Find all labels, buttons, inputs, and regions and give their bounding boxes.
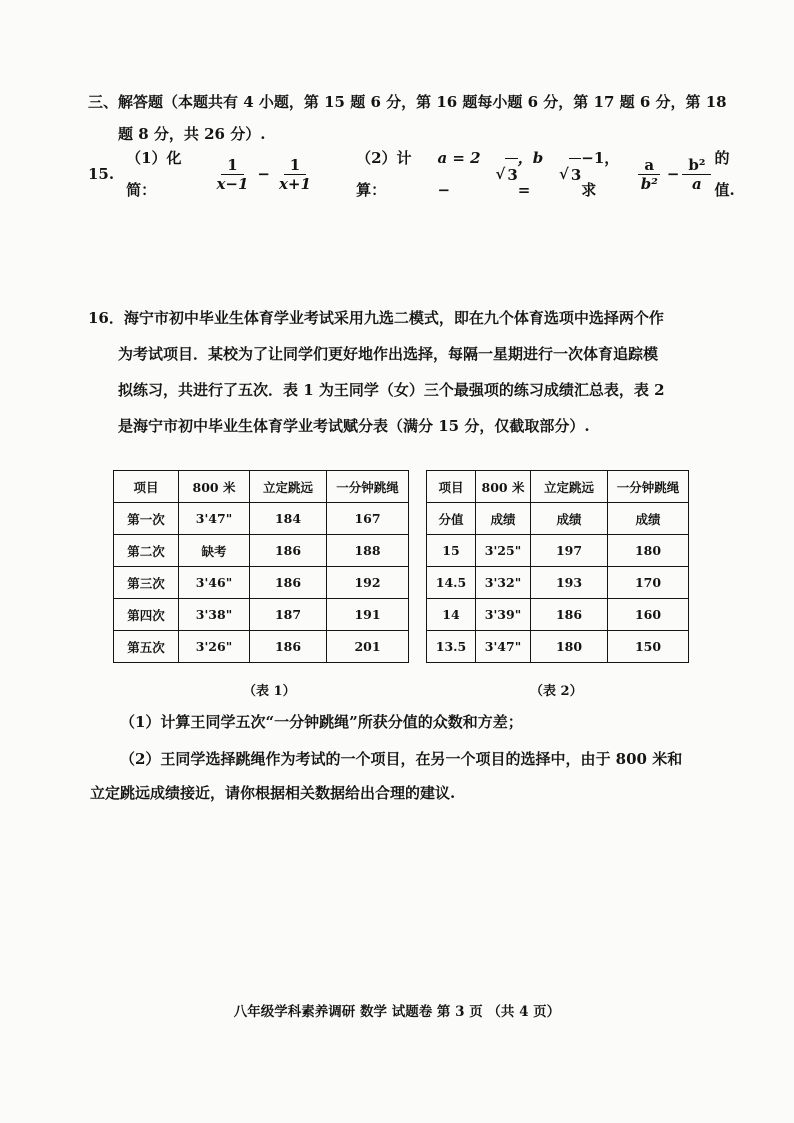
subquestion-1: （1）计算王同学五次“一分钟跳绳”所获分值的众数和方差；	[120, 713, 523, 731]
table-cell: 192	[327, 567, 409, 599]
table-cell: 3'47"	[476, 631, 531, 663]
table-cell: 180	[608, 535, 689, 567]
table-cell: 一分钟跳绳	[608, 471, 689, 503]
table-row	[114, 599, 409, 631]
score-conversion-table	[426, 470, 689, 663]
table-cell: 成绩	[476, 503, 531, 535]
table-cell: 186	[250, 535, 327, 567]
subquestion-2-line: （2）王同学选择跳绳作为考试的一个项目，在另一个项目的选择中，由于 800 米和	[120, 750, 683, 768]
minus-sign: −	[257, 165, 270, 183]
table-cell: 成绩	[531, 503, 608, 535]
table-cell: 分值	[427, 503, 476, 535]
table-cell: 167	[327, 503, 409, 535]
q16-line: 拟练习，共进行了五次．表 1 为王同学（女）三个最强项的练习成绩汇总表，表 2	[118, 381, 665, 399]
table-cell: 3'38"	[179, 599, 250, 631]
table-cell: 186	[531, 599, 608, 631]
table-cell: 201	[327, 631, 409, 663]
table-cell: 150	[608, 631, 689, 663]
table-cell: 184	[250, 503, 327, 535]
table-cell: 188	[327, 535, 409, 567]
b-radicand: 3	[569, 158, 581, 191]
section-heading	[88, 86, 728, 150]
sqrt-sign: √	[495, 165, 506, 183]
table-cell: 一分钟跳绳	[327, 471, 409, 503]
subquestion-2-line: 立定跳远成绩接近，请你根据相关数据给出合理的建议.	[90, 784, 456, 802]
table-cell: 180	[531, 631, 608, 663]
practice-score-table	[113, 470, 409, 663]
fraction-4: $\frac{\text{b²}}{a}$	[682, 156, 711, 193]
table-row	[427, 599, 689, 631]
table-header-row	[114, 471, 409, 503]
q16-line: 是海宁市初中毕业生体育学业考试赋分表（满分 15 分，仅截取部分）.	[118, 417, 590, 435]
table-row	[114, 535, 409, 567]
table-cell: 186	[250, 631, 327, 663]
table-cell: 第一次	[114, 503, 179, 535]
table-cell: 第四次	[114, 599, 179, 631]
question-15	[88, 149, 748, 199]
table-cell: 第五次	[114, 631, 179, 663]
table-cell: 项目	[114, 471, 179, 503]
q16-line: 为考试项目．某校为了让同学们更好地作出选择，每隔一星期进行一次体育追踪模	[118, 345, 659, 363]
table-row	[427, 567, 689, 599]
table-cell: 第二次	[114, 535, 179, 567]
fraction-3: $\frac{a}{\text{b²}}$	[635, 156, 664, 193]
table-header-row	[427, 471, 689, 503]
table-cell: 3'26"	[179, 631, 250, 663]
table-cell: 800 米	[179, 471, 250, 503]
minus-sign: −	[666, 165, 680, 183]
table-cell: 3'25"	[476, 535, 531, 567]
a-expression: a = 2 −	[437, 149, 481, 199]
table-cell: 15	[427, 535, 476, 567]
question-tail: 的值.	[714, 149, 735, 199]
question-16	[88, 300, 708, 444]
table-cell: 3'39"	[476, 599, 531, 631]
table-cell: 160	[608, 599, 689, 631]
table-cell: 立定跳远	[531, 471, 608, 503]
part2-label: （2）计算：	[356, 149, 412, 199]
page-footer: 八年级学科素养调研 数学 试题卷 第 3 页 （共 4 页）	[233, 1004, 561, 1020]
table-row	[427, 503, 689, 535]
table-cell: 3'46"	[179, 567, 250, 599]
table-2-caption: （表 2）	[530, 684, 583, 699]
table-cell: 14	[427, 599, 476, 631]
table-cell: 800 米	[476, 471, 531, 503]
table-cell: 缺考	[179, 535, 250, 567]
table-cell: 191	[327, 599, 409, 631]
fraction-2: $\frac{1}{x+1}$	[278, 155, 311, 193]
table-cell: 170	[608, 567, 689, 599]
table-1-caption: （表 1）	[243, 684, 296, 699]
table-row	[114, 503, 409, 535]
table-cell: 187	[250, 599, 327, 631]
fraction-1: $\frac{1}{x-1}$	[216, 155, 249, 193]
section-description: （本题共有 4 小题，第 15 题 6 分，第 16 题每小题 6 分，第 17 题 6 分，第 18	[163, 93, 727, 111]
table-cell: 第三次	[114, 567, 179, 599]
table-cell: 14.5	[427, 567, 476, 599]
b-expression: ，b =	[517, 149, 544, 199]
table-cell: 项目	[427, 471, 476, 503]
table-cell: 193	[531, 567, 608, 599]
part1-label: （1）化简：	[126, 149, 182, 199]
q16-line: 16．海宁市初中毕业生体育学业考试采用九选二模式，即在九个体育选项中选择两个作	[88, 309, 664, 327]
table-cell: 立定跳远	[250, 471, 327, 503]
table-cell: 3'47"	[179, 503, 250, 535]
table-row	[427, 535, 689, 567]
table-cell: 3'32"	[476, 567, 531, 599]
question-number: 15.	[88, 165, 115, 183]
table-cell: 197	[531, 535, 608, 567]
section-description-cont: 题 8 分，共 26 分）.	[118, 125, 266, 143]
table-row	[427, 631, 689, 663]
subquestion-2	[90, 742, 720, 810]
table-cell: 13.5	[427, 631, 476, 663]
a-radicand: 3	[505, 158, 517, 191]
table-cell: 成绩	[608, 503, 689, 535]
b-tail: −1，求	[581, 149, 620, 199]
table-cell: 186	[250, 567, 327, 599]
table-row	[114, 631, 409, 663]
table-row	[114, 567, 409, 599]
sqrt-sign: √	[558, 165, 569, 183]
section-title: 三、解答题	[88, 93, 164, 111]
